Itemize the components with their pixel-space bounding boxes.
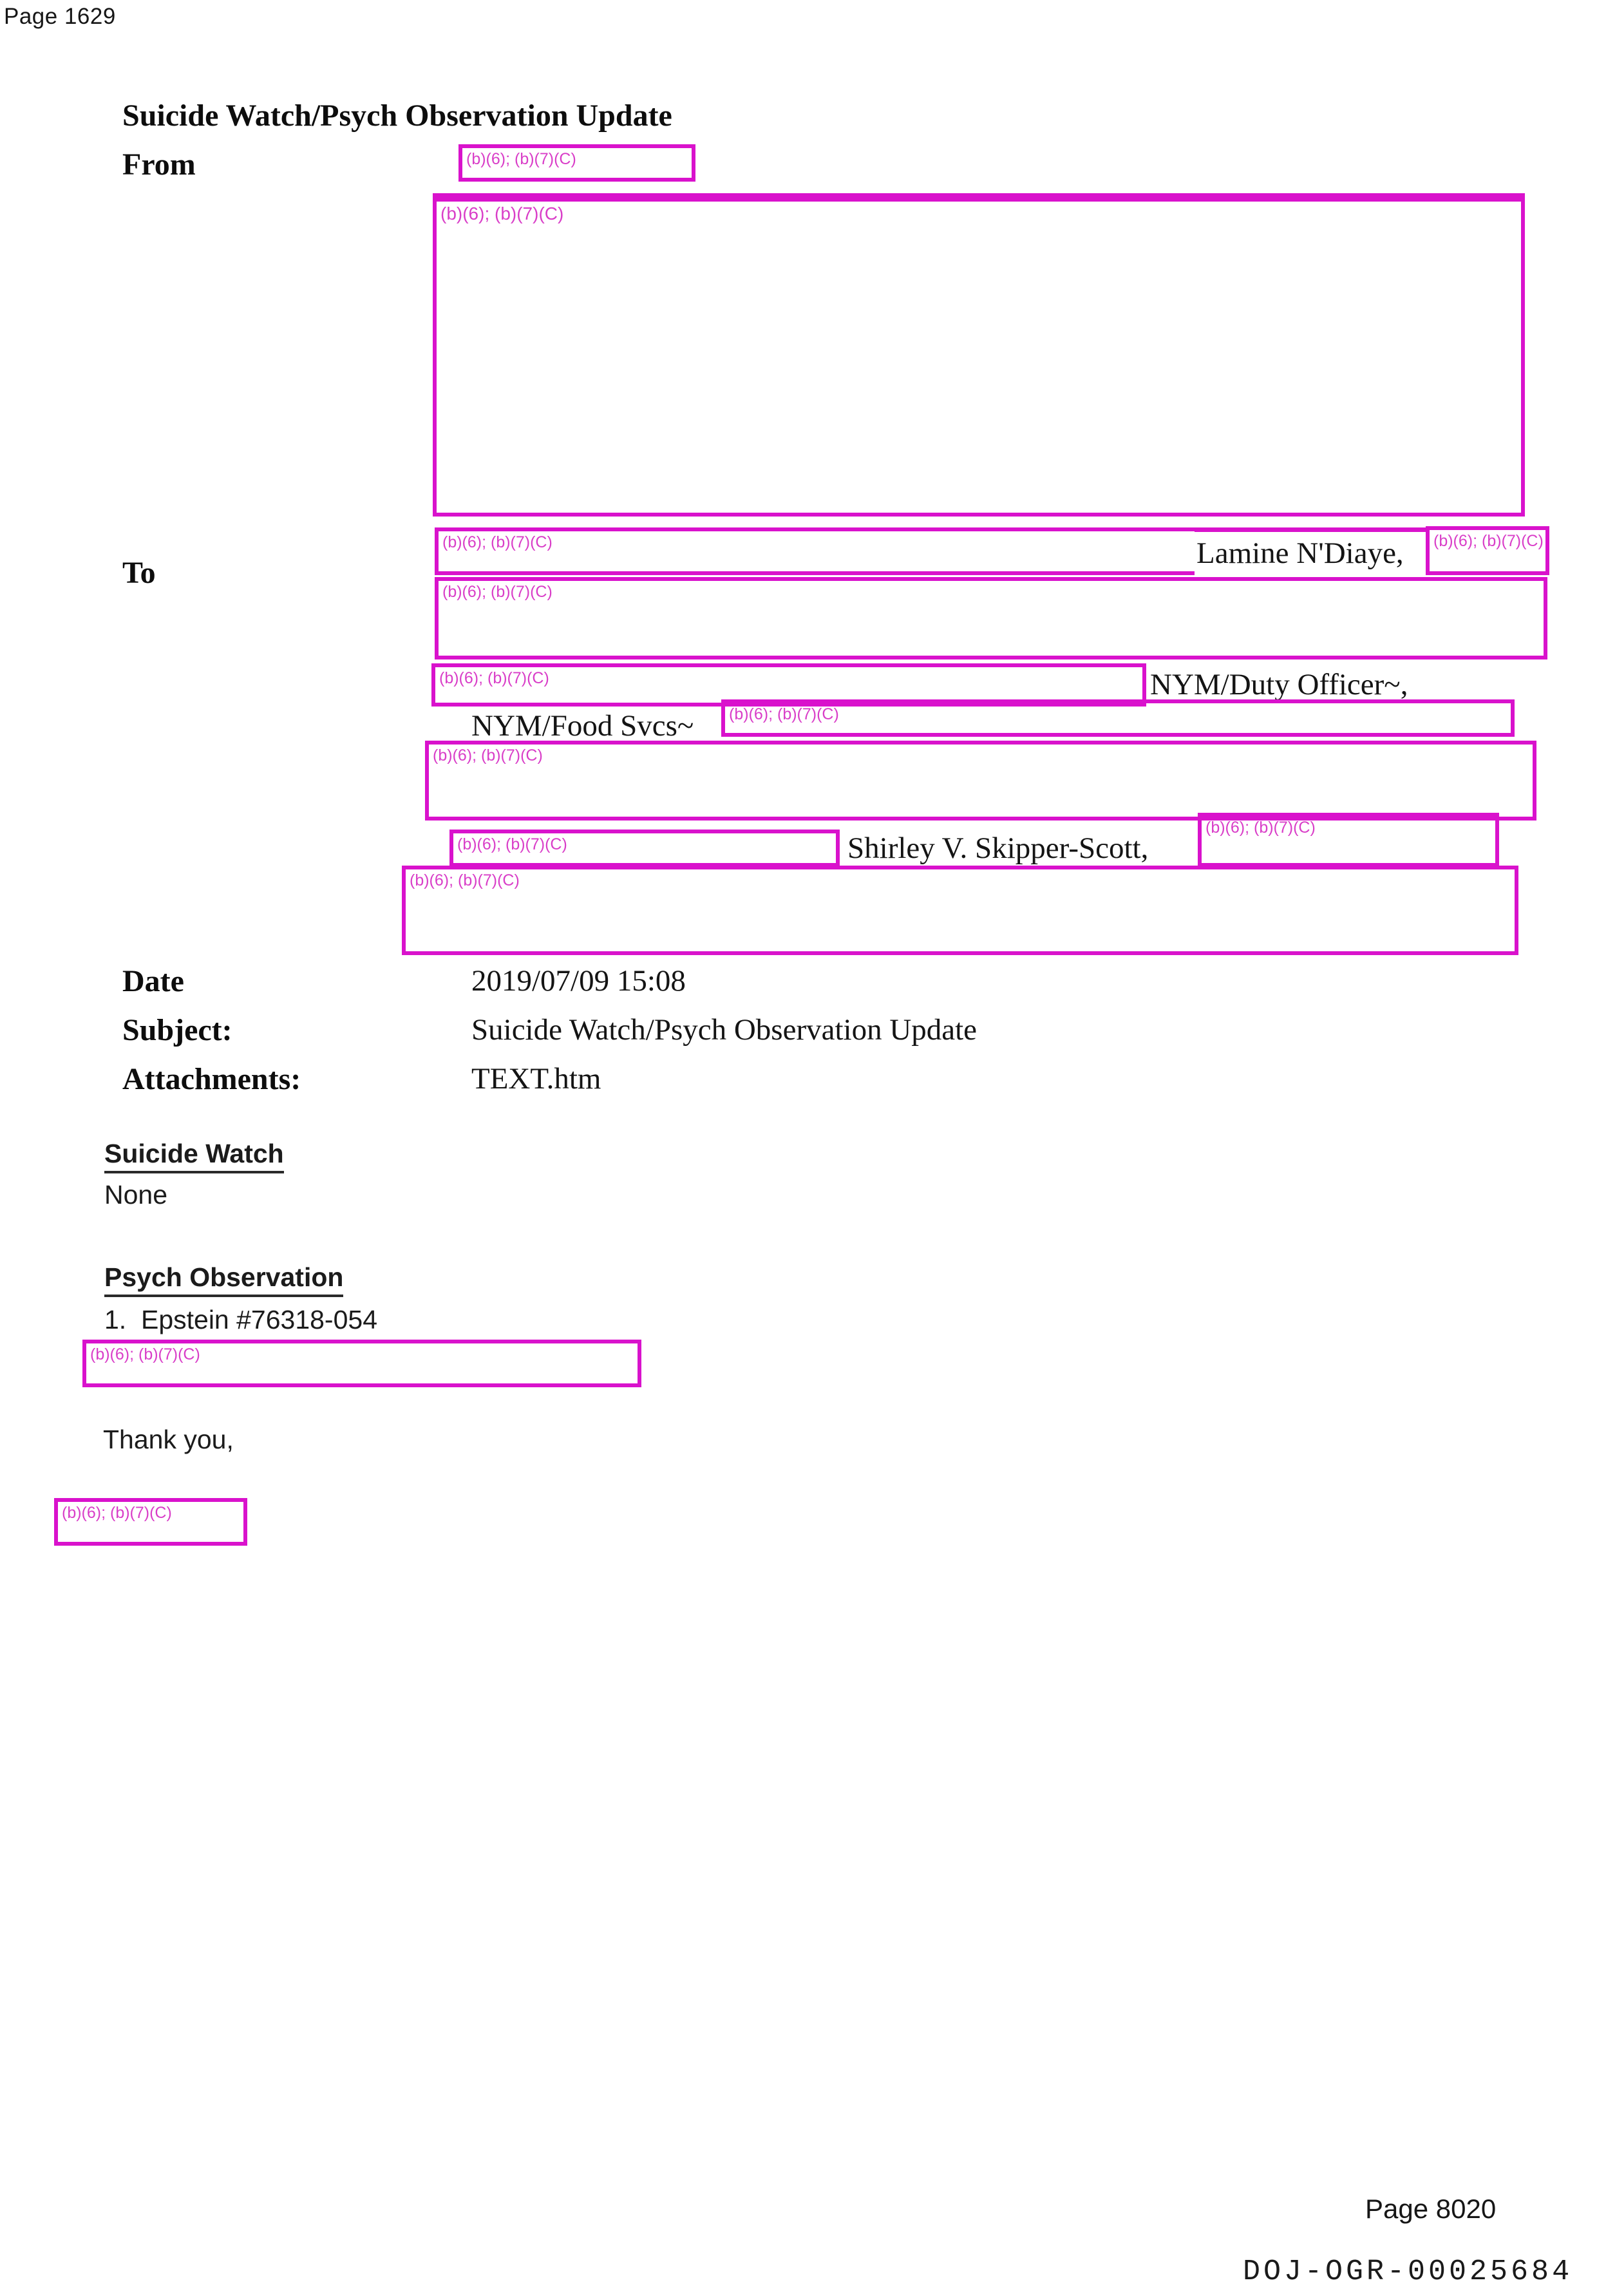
email-title: Suicide Watch/Psych Observation Update bbox=[122, 99, 672, 133]
redaction-box bbox=[449, 830, 840, 867]
redaction-label: (b)(6); (b)(7)(C) bbox=[442, 583, 553, 601]
redaction-label: (b)(6); (b)(7)(C) bbox=[457, 835, 567, 853]
psych-observation-heading: Psych Observation bbox=[104, 1262, 343, 1297]
from-label: From bbox=[122, 147, 196, 182]
redaction-box bbox=[54, 1498, 247, 1546]
psych-observation-item: 1. Epstein #76318-054 bbox=[104, 1305, 377, 1334]
redaction-box bbox=[435, 527, 1195, 575]
recipient-name: Lamine N'Diaye, bbox=[1196, 536, 1404, 570]
redaction-box bbox=[458, 144, 695, 182]
redaction-box bbox=[1426, 526, 1549, 575]
redaction-box bbox=[402, 866, 1518, 955]
redaction-label: (b)(6); (b)(7)(C) bbox=[729, 705, 839, 723]
redaction-label: (b)(6); (b)(7)(C) bbox=[410, 871, 520, 889]
redaction-box bbox=[435, 577, 1547, 659]
suicide-watch-value: None bbox=[104, 1180, 168, 1210]
redaction-label: (b)(6); (b)(7)(C) bbox=[433, 746, 543, 764]
redaction-label: (b)(6); (b)(7)(C) bbox=[1205, 819, 1316, 837]
redaction-box-top-edge bbox=[1195, 527, 1428, 532]
redaction-box bbox=[1198, 813, 1499, 867]
date-label: Date bbox=[122, 964, 184, 998]
redaction-box bbox=[425, 741, 1536, 821]
redaction-label: (b)(6); (b)(7)(C) bbox=[466, 150, 576, 168]
redaction-label: (b)(6); (b)(7)(C) bbox=[442, 533, 553, 551]
bates-number: DOJ-OGR-00025684 bbox=[1243, 2255, 1573, 2288]
footer-page-number: Page 8020 bbox=[1365, 2194, 1497, 2224]
recipient-name: Shirley V. Skipper-Scott, bbox=[847, 831, 1149, 865]
redaction-box bbox=[433, 193, 1525, 517]
to-label: To bbox=[122, 556, 156, 590]
subject-value: Suicide Watch/Psych Observation Update bbox=[471, 1013, 978, 1047]
redaction-label: (b)(6); (b)(7)(C) bbox=[439, 669, 549, 687]
subject-label: Subject: bbox=[122, 1013, 232, 1047]
closing-text: Thank you, bbox=[103, 1425, 234, 1454]
redaction-label: (b)(6); (b)(7)(C) bbox=[90, 1345, 200, 1363]
redaction-box bbox=[721, 699, 1515, 737]
redaction-label: (b)(6); (b)(7)(C) bbox=[62, 1504, 172, 1522]
suicide-watch-heading: Suicide Watch bbox=[104, 1139, 284, 1173]
redaction-box bbox=[82, 1340, 641, 1387]
redaction-label: (b)(6); (b)(7)(C) bbox=[440, 204, 564, 223]
redaction-label: (b)(6); (b)(7)(C) bbox=[1433, 532, 1544, 550]
recipient-name: NYM/Food Svcs~ bbox=[471, 709, 694, 743]
recipient-name: NYM/Duty Officer~, bbox=[1150, 668, 1408, 701]
date-value: 2019/07/09 15:08 bbox=[471, 964, 686, 998]
attachments-label: Attachments: bbox=[122, 1062, 301, 1096]
attachments-value: TEXT.htm bbox=[471, 1062, 601, 1096]
page-corner-label: Page 1629 bbox=[4, 4, 116, 29]
